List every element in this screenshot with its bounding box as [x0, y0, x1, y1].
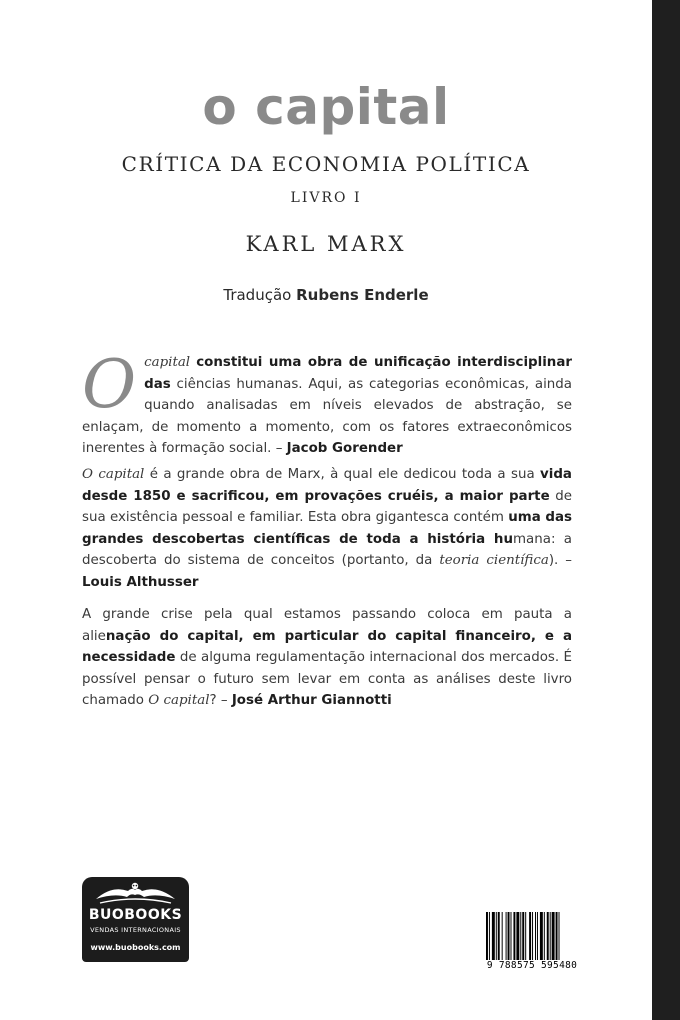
barcode-bars-icon	[486, 912, 578, 960]
translation-credit	[0, 286, 652, 304]
quote-text-segment: é a grande obra de Marx, à qual ele dedicou toda a sua	[144, 467, 541, 482]
publisher-logo	[82, 877, 189, 962]
publisher-brand: BUOBOOKS	[88, 907, 183, 923]
quote-text-segment: vida desde 1850 e sacrificou, em provações cruéis, a maior parte	[82, 467, 572, 504]
quote-text-segment: O capital	[148, 693, 210, 709]
quote-text-segment: de alguma regulamentação internacional dos mercados. É possível pensar o futuro sem levar em conta as análises deste livro chamado	[82, 650, 572, 709]
quote-text-segment: de sua existência pessoal e familiar. Esta obra gigantesca contém	[82, 488, 572, 526]
quote-text-segment: O capital	[82, 467, 145, 482]
isbn-barcode	[482, 910, 582, 974]
quote-text-segment: Jacob Gorender	[286, 441, 403, 457]
quote-text-segment: José Arthur Giannotti	[231, 693, 392, 709]
quote-text-segment: mana: a descoberta do sistema de conceitos (portanto, da	[82, 531, 572, 569]
publisher-tagline: VENDAS INTERNACIONAIS	[90, 926, 181, 934]
isbn-digits: 9 788575 595480	[486, 960, 578, 971]
owl-emblem-icon	[82, 879, 189, 907]
book-volume: LIVRO I	[290, 190, 362, 206]
quote-gorender	[82, 346, 572, 460]
quote-giannotti	[82, 604, 572, 712]
publisher-website: www.buobooks.com	[90, 943, 181, 952]
quote-text-segment: capital	[144, 355, 191, 370]
quote-text-segment: uma das grandes descobertas científicas de toda a história hu	[82, 510, 573, 547]
book-subtitle: CRÍTICA DA ECONOMIA POLÍTICA	[121, 152, 531, 176]
drop-cap-letter: O	[82, 346, 137, 423]
translator-name: Rubens Enderle	[296, 286, 429, 304]
quote-text-segment: ). –	[548, 553, 573, 569]
quote-text-segment: A grande crise pela qual estamos passando coloca em pauta a alie	[82, 607, 572, 644]
quote-text-segment: teoria científica	[439, 553, 549, 569]
quote-althusser	[82, 464, 572, 594]
quote-text-segment: nação do capital, em particular do capital financeiro, e a necessidade	[82, 628, 572, 666]
quote-text-segment: ciências humanas. Aqui, as categorias econômicas, ainda quando analisadas em níveis elevados de abstração, se enlaçam, de momento a momento, com os fatores extraeconômicos inerentes à formação social. –	[82, 376, 572, 457]
book-spine-edge	[652, 0, 680, 1020]
book-title: o capital	[202, 78, 450, 136]
quote-text-segment: Louis Althusser	[82, 574, 199, 590]
quote-text-segment: ? –	[209, 693, 232, 709]
quote-text-segment: constitui uma obra de unificação interdisciplinar das	[144, 355, 572, 392]
translation-label: Tradução	[223, 286, 292, 304]
book-author: KARL MARX	[245, 232, 407, 256]
